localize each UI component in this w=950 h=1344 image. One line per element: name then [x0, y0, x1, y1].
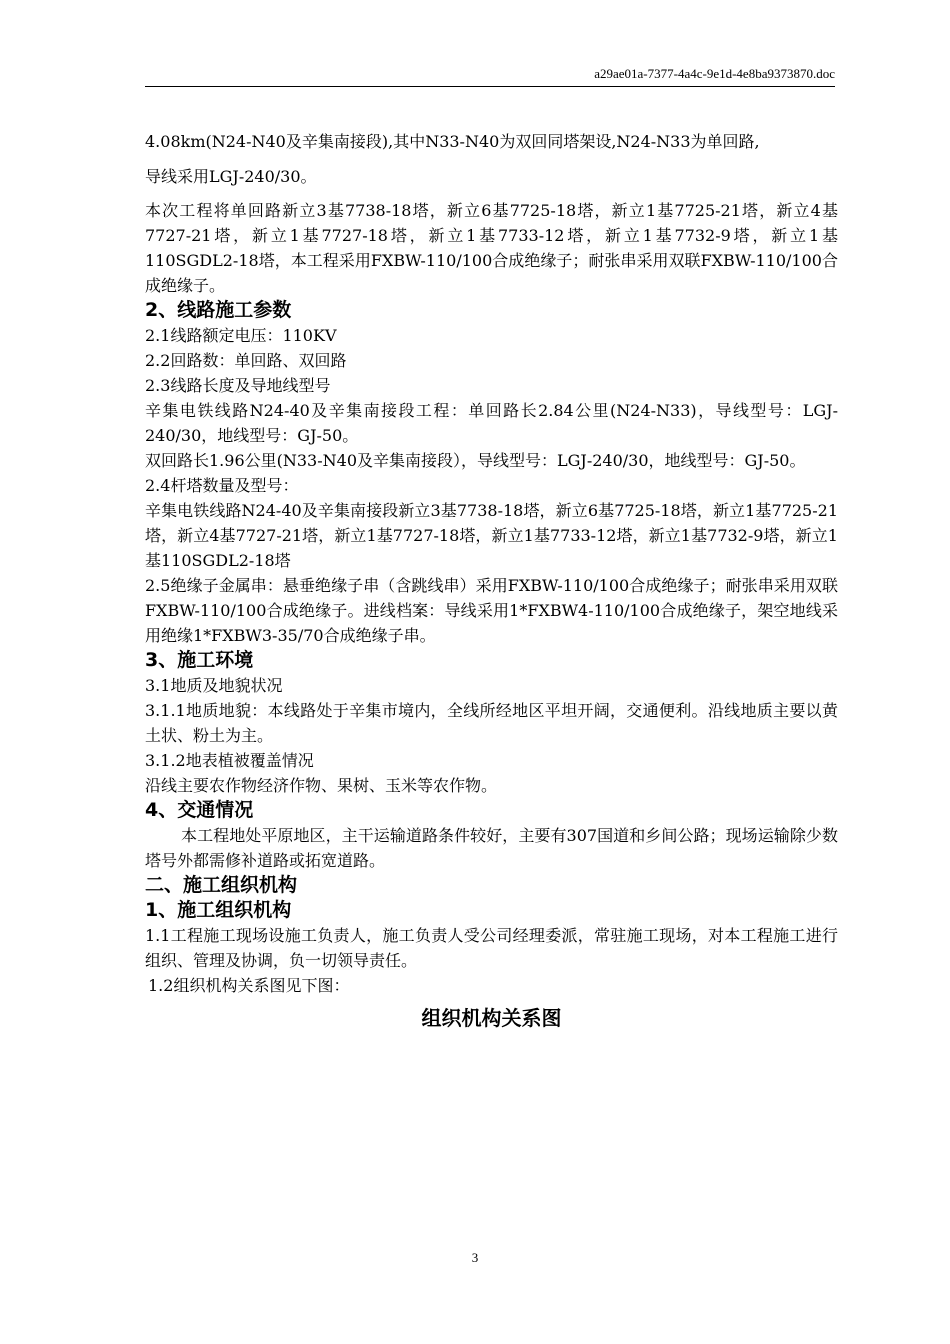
- page-header: [145, 62, 835, 87]
- paragraph: 导线采用LGJ-240/30。: [145, 167, 317, 186]
- paragraph: 沿线主要农作物经济作物、果树、玉米等农作物。: [145, 776, 498, 795]
- section-heading: 3、施工环境: [145, 649, 254, 671]
- chapter-heading: 二、施工组织机构: [145, 874, 298, 896]
- paragraph: 1.1工程施工现场设施工负责人，施工负责人受公司经理委派，常驻施工现场，对本工程施工进行组织、管理及协调，负一切领导责任。: [145, 926, 838, 970]
- paragraph: 2.4杆塔数量及型号：: [145, 476, 299, 495]
- paragraph: 3.1.1地质地貌：本线路处于辛集市境内，全线所经地区平坦开阔，交通便利。沿线地质主要以黄土状、粉土为主。: [145, 701, 838, 745]
- paragraph: 3.1.2地表植被覆盖情况: [145, 751, 314, 770]
- document-body: [145, 124, 838, 1032]
- section-heading: 1、施工组织机构: [145, 899, 292, 921]
- paragraph: 2.2回路数：单回路、双回路: [145, 351, 347, 370]
- paragraph: 本工程地处平原地区，主干运输道路条件较好，主要有307国道和乡间公路；现场运输除少数塔号外都需修补道路或拓宽道路。: [145, 826, 838, 870]
- section-heading: 4、交通情况: [145, 799, 254, 821]
- paragraph: 1.2组织机构关系图见下图：: [148, 976, 350, 995]
- paragraph: 本次工程将单回路新立3基7738-18塔，新立6基7725-18塔，新立1基7725-21塔，新立4基7727-21塔，新立1基7727-18塔，新立1基7733-12塔，新立1基7732-9塔，新立1基110SGDL2-18塔，本工程采用FXBW-110/100合成绝缘子；耐张串采用双联FXBW-110/100合成绝缘子。: [145, 201, 838, 295]
- section-heading: 2、线路施工参数: [145, 299, 292, 321]
- paragraph: 2.3线路长度及导地线型号: [145, 376, 331, 395]
- page-number: 3: [471, 1250, 479, 1265]
- org-chart-title: 组织机构关系图: [421, 1006, 562, 1030]
- paragraph: 辛集电铁线路N24-40及辛集南接段新立3基7738-18塔，新立6基7725-18塔，新立1基7725-21塔，新立4基7727-21塔，新立1基7727-18塔，新立1基7733-12塔，新立1基7732-9塔，新立1基110SGDL2-18塔: [145, 501, 838, 570]
- paragraph: 2.1线路额定电压：110KV: [145, 326, 337, 345]
- paragraph: 双回路长1.96公里(N33-N40及辛集南接段），导线型号：LGJ-240/30，地线型号：GJ-50。: [145, 451, 806, 470]
- paragraph: 2.5绝缘子金属串：悬垂绝缘子串（含跳线串）采用FXBW-110/100合成绝缘子；耐张串采用双联FXBW-110/100合成绝缘子。进线档案：导线采用1*FXBW4-110/100合成绝缘子，架空地线采用绝缘1*FXBW3-35/70合成绝缘子串。: [145, 576, 838, 645]
- paragraph: 3.1地质及地貌状况: [145, 676, 283, 695]
- document-filename: a29ae01a-7377-4a4c-9e1d-4e8ba9373870.doc: [594, 66, 835, 81]
- paragraph: 辛集电铁线路N24-40及辛集南接段工程：单回路长2.84公里(N24-N33)，导线型号：LGJ-240/30，地线型号：GJ-50。: [145, 401, 838, 445]
- paragraph: 4.08km(N24-N40及辛集南接段),其中N33-N40为双回同塔架设,N24-N33为单回路,: [145, 132, 760, 151]
